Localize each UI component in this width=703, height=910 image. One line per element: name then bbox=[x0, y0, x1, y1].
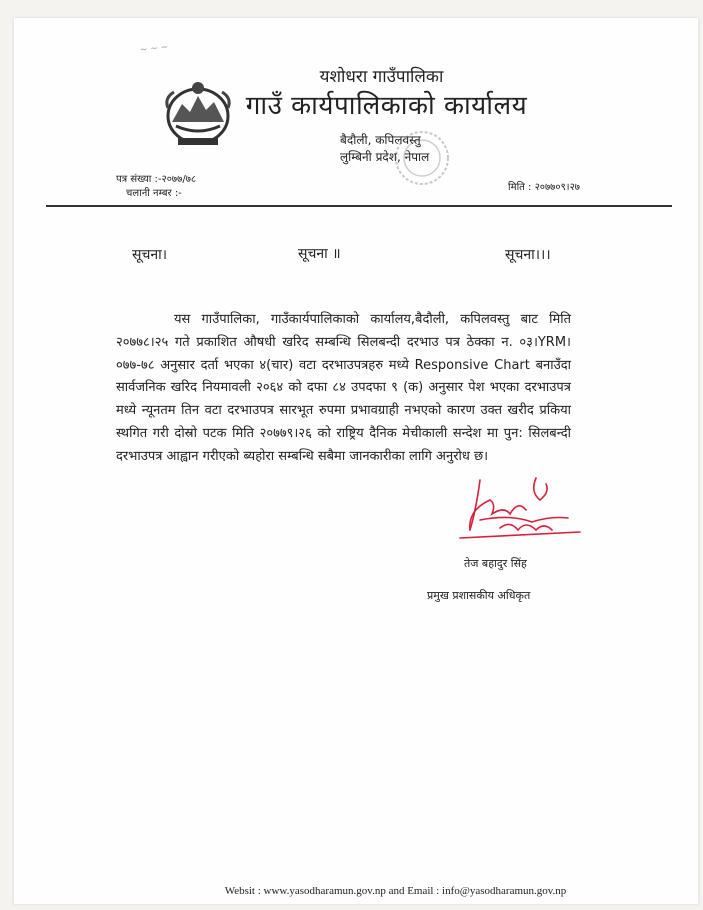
signatory-name: तेज बहादुर सिंह bbox=[464, 557, 527, 570]
footer-contact: Websit : www.yasodharamun.gov.np and Email : info@yasodharamun.gov.np bbox=[224, 885, 567, 897]
notice-heading-1: सूचना। bbox=[132, 247, 168, 263]
header-divider bbox=[46, 205, 672, 207]
dispatch-number: चलानी नम्बर :- bbox=[126, 188, 182, 199]
notice-heading-2: सूचना ॥ bbox=[298, 246, 341, 262]
signatory-title: प्रमुख प्रशासकीय अधिकृत bbox=[427, 589, 531, 602]
signature-icon bbox=[440, 470, 590, 545]
letter-date: मिति : २०७७०९।२७ bbox=[508, 182, 580, 193]
notice-body: यस गाउँपालिका, गाउँकार्यपालिकाको कार्यालय,बैदौली, कपिलवस्तु बाट मिति २०७७८।२५ गते प्रकाशित औषधी खरिद सम्बन्धि सिलबन्दी दरभाउ पत्र ठेक्का न. ०३।YRM।०७७-७८ अनुसार दर्ता भएका ४(चार) वटा दरभाउपत्रहरु मध्ये Responsive Chart बनाउँदा सार्वजनिक खरिद नियमावली २०६४ को दफा ८४ उपदफा ९ (क) अनुसार पेश भएका दरभाउपत्र मध्ये न्यूनतम तिन वटा दरभाउपत्र सारभूत रुपमा प्रभावग्राही नभएको कारण उक्त खरीद प्रकिया स्थगित गरी दोस्रो पटक मिति २०७७९।२६ को राष्ट्रिय दैनिक मेचीकाली सन्देश मा पुन: सिलबन्दी दरभाउपत्र आह्वान गरीएको ब्यहोरा सम्बन्धि सबैमा जानकारीका लागि अनुरोध छ। bbox=[116, 312, 571, 464]
margin-scribble: ~ ~ ~ bbox=[139, 42, 169, 56]
letter-reference-number: पत्र संख्या :-२०७७/७८ bbox=[116, 174, 197, 185]
municipality-name: यशोधरा गाउँपालिका bbox=[319, 67, 444, 87]
office-title: गाउँ कार्यपालिकाको कार्यालय bbox=[245, 91, 528, 121]
address-line-1: बैदौली, कपिलवस्तु bbox=[340, 133, 421, 147]
address-line-2: लुम्बिनी प्रदेश, नेपाल bbox=[340, 150, 430, 164]
notice-heading-3: सूचना।।। bbox=[505, 247, 551, 263]
